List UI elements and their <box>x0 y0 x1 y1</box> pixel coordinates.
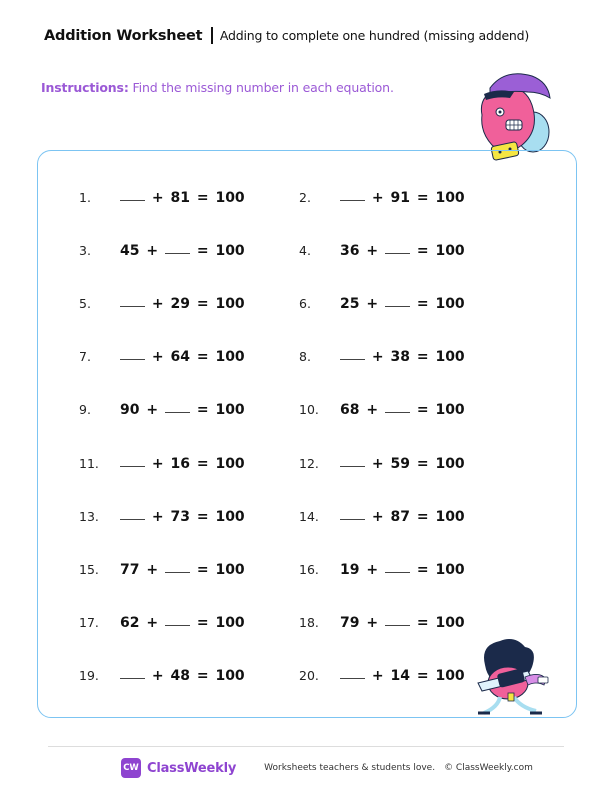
addend-left: 62 <box>120 614 140 631</box>
plus-sign: + <box>371 508 384 525</box>
problem-item <box>299 456 466 472</box>
plus-sign: + <box>151 508 164 525</box>
footer-divider <box>48 746 564 747</box>
equation <box>339 668 466 684</box>
equation <box>119 562 246 578</box>
problem-item <box>299 296 466 312</box>
problem-item <box>299 509 466 525</box>
sum-total: 100 <box>435 296 465 313</box>
answer-blank[interactable] <box>165 571 190 573</box>
equals-sign: = <box>196 455 209 472</box>
equals-sign: = <box>196 190 209 206</box>
addend-right: 59 <box>390 455 410 472</box>
problem-number: 2. <box>299 190 311 205</box>
problem-number: 6. <box>299 296 311 312</box>
instructions-label: Instructions: <box>41 80 129 95</box>
problem-item <box>79 349 246 365</box>
answer-blank[interactable] <box>165 252 190 254</box>
problem-item <box>79 615 246 631</box>
equals-sign: = <box>416 190 429 206</box>
answer-blank[interactable] <box>120 358 145 360</box>
plus-sign: + <box>146 614 159 631</box>
sum-total: 100 <box>215 667 245 684</box>
instructions-text: Find the missing number in each equation. <box>128 80 394 95</box>
equals-sign: = <box>196 402 209 419</box>
worksheet-header <box>44 27 529 44</box>
equals-sign: = <box>196 561 209 578</box>
answer-blank[interactable] <box>385 411 410 413</box>
answer-blank[interactable] <box>340 358 365 360</box>
plus-sign: + <box>371 667 384 684</box>
sum-total: 100 <box>435 243 465 260</box>
answer-blank[interactable] <box>385 252 410 254</box>
worksheet-subtitle: Adding to complete one hundred (missing addend) <box>219 28 530 43</box>
equation <box>339 456 466 472</box>
answer-blank[interactable] <box>340 677 365 679</box>
vr-kid-illustration <box>470 635 560 717</box>
sum-total: 100 <box>215 455 245 472</box>
equation <box>119 509 246 525</box>
equation <box>119 402 246 418</box>
plus-sign: + <box>146 402 159 419</box>
problem-number: 19. <box>79 667 99 683</box>
problem-number: 8. <box>299 349 311 365</box>
equation <box>119 243 246 259</box>
answer-blank[interactable] <box>340 465 365 467</box>
equation <box>339 190 466 206</box>
answer-blank[interactable] <box>165 411 190 413</box>
plus-sign: + <box>366 402 379 419</box>
plus-sign: + <box>366 296 379 313</box>
addend-left: 36 <box>340 243 360 260</box>
problem-number: 11. <box>79 455 99 471</box>
footer-tagline: Worksheets teachers & students love. <box>264 763 436 773</box>
problem-number: 9. <box>79 402 91 418</box>
sum-total: 100 <box>215 349 245 366</box>
sum-total: 100 <box>215 243 245 260</box>
problem-number: 15. <box>79 561 99 577</box>
sum-total: 100 <box>215 614 245 631</box>
sum-total: 100 <box>435 667 465 684</box>
problem-number: 7. <box>79 349 91 365</box>
equals-sign: = <box>416 349 429 366</box>
equation <box>119 349 246 365</box>
equals-sign: = <box>416 402 429 419</box>
problem-number: 18. <box>299 614 319 630</box>
answer-blank[interactable] <box>385 305 410 307</box>
addend-left: 79 <box>340 614 360 631</box>
equation <box>119 615 246 631</box>
problem-item <box>79 243 246 259</box>
problem-number: 5. <box>79 296 91 312</box>
equation <box>339 509 466 525</box>
problem-item <box>79 402 246 418</box>
equation <box>339 615 466 631</box>
problem-item <box>79 668 246 684</box>
addend-right: 38 <box>390 349 410 366</box>
sum-total: 100 <box>435 614 465 631</box>
addend-right: 73 <box>170 508 190 525</box>
problem-item <box>79 456 246 472</box>
problem-item <box>299 562 466 578</box>
sum-total: 100 <box>215 190 245 206</box>
equals-sign: = <box>416 296 429 313</box>
problem-number: 10. <box>299 402 319 418</box>
answer-blank[interactable] <box>340 518 365 520</box>
sum-total: 100 <box>435 190 465 206</box>
plus-sign: + <box>366 243 379 260</box>
problem-item <box>299 349 466 365</box>
problem-number: 13. <box>79 508 99 524</box>
equals-sign: = <box>416 614 429 631</box>
plus-sign: + <box>366 614 379 631</box>
plus-sign: + <box>151 190 164 206</box>
equation <box>339 349 466 365</box>
plus-sign: + <box>146 243 159 260</box>
plus-sign: + <box>146 561 159 578</box>
problem-item <box>299 190 466 206</box>
plus-sign: + <box>151 296 164 313</box>
equals-sign: = <box>416 243 429 260</box>
equation <box>119 296 246 312</box>
equation <box>339 243 466 259</box>
addend-left: 19 <box>340 561 360 578</box>
problem-number: 1. <box>79 190 91 205</box>
problem-item <box>299 243 466 259</box>
equals-sign: = <box>196 243 209 260</box>
problem-item <box>299 668 466 684</box>
answer-blank[interactable] <box>385 571 410 573</box>
equation <box>119 456 246 472</box>
problem-item <box>79 562 246 578</box>
plus-sign: + <box>371 349 384 366</box>
addend-right: 29 <box>170 296 190 313</box>
footer-copyright: © ClassWeekly.com <box>444 763 533 773</box>
equals-sign: = <box>416 561 429 578</box>
addend-left: 90 <box>120 402 140 419</box>
problem-number: 14. <box>299 508 319 524</box>
sum-total: 100 <box>435 402 465 419</box>
answer-blank[interactable] <box>120 465 145 467</box>
plus-sign: + <box>371 455 384 472</box>
problem-number: 16. <box>299 561 319 577</box>
equals-sign: = <box>416 455 429 472</box>
plus-sign: + <box>151 667 164 684</box>
answer-blank[interactable] <box>120 305 145 307</box>
equation <box>119 668 246 684</box>
problem-item <box>79 296 246 312</box>
equals-sign: = <box>416 508 429 525</box>
problem-item <box>299 402 466 418</box>
problem-number: 4. <box>299 243 311 259</box>
plus-sign: + <box>151 455 164 472</box>
sum-total: 100 <box>215 561 245 578</box>
equals-sign: = <box>416 667 429 684</box>
answer-blank[interactable] <box>165 624 190 626</box>
plus-sign: + <box>371 190 384 206</box>
addend-right: 87 <box>390 508 410 525</box>
answer-blank[interactable] <box>120 677 145 679</box>
addend-left: 77 <box>120 561 140 578</box>
equation <box>339 562 466 578</box>
answer-blank[interactable] <box>120 518 145 520</box>
addend-left: 45 <box>120 243 140 260</box>
answer-blank[interactable] <box>385 624 410 626</box>
problem-item <box>79 190 246 206</box>
sum-total: 100 <box>215 296 245 313</box>
sum-total: 100 <box>435 561 465 578</box>
addend-right: 16 <box>170 455 190 472</box>
addend-left: 25 <box>340 296 360 313</box>
problems-box <box>37 150 577 718</box>
equation <box>119 190 246 206</box>
equals-sign: = <box>196 614 209 631</box>
answer-blank[interactable] <box>340 199 365 201</box>
sum-total: 100 <box>215 402 245 419</box>
equals-sign: = <box>196 349 209 366</box>
equals-sign: = <box>196 508 209 525</box>
sum-total: 100 <box>435 508 465 525</box>
brand-name: ClassWeekly <box>147 760 237 776</box>
addend-left: 68 <box>340 402 360 419</box>
problem-item <box>79 509 246 525</box>
worksheet-title: Addition Worksheet <box>44 27 203 44</box>
plus-sign: + <box>151 349 164 366</box>
equation <box>339 296 466 312</box>
addend-right: 48 <box>170 667 190 684</box>
sum-total: 100 <box>435 455 465 472</box>
sum-total: 100 <box>435 349 465 366</box>
equals-sign: = <box>196 667 209 684</box>
problem-item <box>299 615 466 631</box>
title-separator <box>211 27 213 44</box>
sum-total: 100 <box>215 508 245 525</box>
footer <box>121 758 533 778</box>
problem-number: 3. <box>79 243 91 259</box>
problem-number: 20. <box>299 667 319 683</box>
addend-right: 81 <box>170 190 190 206</box>
plus-sign: + <box>366 561 379 578</box>
equation <box>339 402 466 418</box>
addend-right: 14 <box>390 667 410 684</box>
classweekly-logo-icon: CW <box>121 758 141 778</box>
addend-right: 64 <box>170 349 190 366</box>
addend-right: 91 <box>390 190 410 206</box>
problem-number: 17. <box>79 614 99 630</box>
problem-number: 12. <box>299 455 319 471</box>
instructions <box>41 80 394 95</box>
equals-sign: = <box>196 296 209 313</box>
answer-blank[interactable] <box>120 199 145 201</box>
